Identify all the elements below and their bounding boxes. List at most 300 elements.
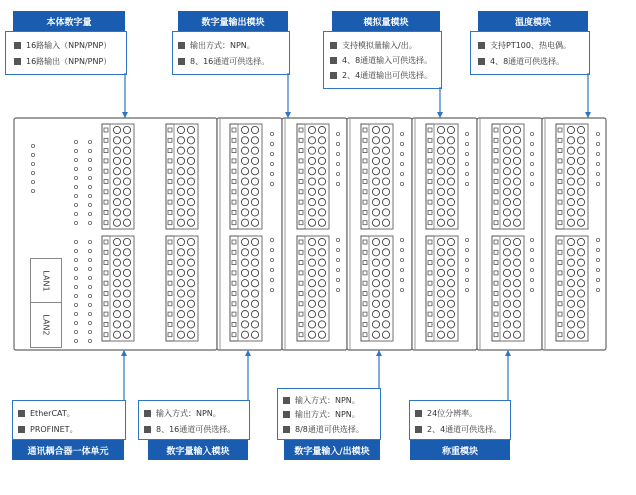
bullet-item: 8、16通道可供选择。 [178, 56, 269, 67]
terminal-screw [251, 209, 258, 216]
terminal-screw [447, 126, 454, 133]
terminal-screw [437, 178, 444, 185]
terminal-screw [123, 290, 130, 297]
terminal-screw [241, 311, 248, 318]
terminal-screw [241, 280, 248, 287]
terminal-slot [168, 138, 172, 142]
terminal-screw [372, 219, 379, 226]
terminal-screw [113, 147, 120, 154]
terminal-screw [372, 188, 379, 195]
status-led [530, 268, 533, 271]
bullet-item: 输入方式：NPN。 [283, 395, 360, 406]
status-led [74, 294, 77, 297]
status-led [74, 321, 77, 324]
terminal-screw [437, 311, 444, 318]
terminal-screw [577, 209, 584, 216]
terminal-screw [372, 199, 379, 206]
terminal-slot [232, 322, 236, 326]
terminal-screw [577, 300, 584, 307]
bullet-item: 支持模拟量输入/出。 [330, 40, 417, 51]
terminal-screw [503, 290, 510, 297]
terminal-slot [494, 302, 498, 306]
terminal-screw [447, 290, 454, 297]
status-led [88, 258, 91, 261]
terminal-screw [382, 321, 389, 328]
status-led [596, 152, 599, 155]
terminal-slot [299, 138, 303, 142]
terminal-screw [372, 331, 379, 338]
terminal-slot [232, 159, 236, 163]
status-led [88, 212, 91, 215]
terminal-screw [318, 321, 325, 328]
terminal-screw [437, 126, 444, 133]
terminal-screw [123, 321, 130, 328]
terminal-screw [123, 147, 130, 154]
status-led [270, 152, 273, 155]
terminal-screw [318, 199, 325, 206]
terminal-slot [299, 333, 303, 337]
terminal-screw [241, 137, 248, 144]
terminal-screw [123, 238, 130, 245]
status-led [88, 140, 91, 143]
status-led [74, 303, 77, 306]
terminal-slot [104, 271, 108, 275]
terminal-screw [318, 311, 325, 318]
terminal-slot [558, 180, 562, 184]
terminal-slot [232, 312, 236, 316]
terminal-slot [168, 149, 172, 153]
terminal-screw [308, 238, 315, 245]
terminal-screw [241, 178, 248, 185]
terminal-slot [494, 159, 498, 163]
terminal-screw [372, 157, 379, 164]
callout-title: 数字量输入模块 [148, 440, 248, 460]
status-led [31, 180, 34, 183]
terminal-screw [123, 331, 130, 338]
bullet-icon [18, 410, 25, 417]
status-led [74, 240, 77, 243]
terminal-screw [177, 259, 184, 266]
status-led [88, 194, 91, 197]
terminal-slot [428, 128, 432, 132]
terminal-slot [299, 261, 303, 265]
terminal-screw [503, 321, 510, 328]
status-led [596, 132, 599, 135]
terminal-screw [503, 157, 510, 164]
terminal-screw [447, 280, 454, 287]
terminal-slot [232, 261, 236, 265]
terminal-screw [187, 209, 194, 216]
terminal-screw [382, 209, 389, 216]
terminal-screw [382, 290, 389, 297]
terminal-slot [299, 128, 303, 132]
terminal-slot [168, 250, 172, 254]
status-led [336, 182, 339, 185]
terminal-screw [372, 238, 379, 245]
status-led [530, 152, 533, 155]
terminal-slot [558, 261, 562, 265]
terminal-screw [177, 331, 184, 338]
terminal-screw [318, 188, 325, 195]
status-led [31, 162, 34, 165]
terminal-slot [428, 240, 432, 244]
terminal-screw [513, 290, 520, 297]
callout-title: 称重模块 [410, 440, 510, 460]
terminal-screw [567, 199, 574, 206]
terminal-screw [382, 147, 389, 154]
terminal-screw [241, 126, 248, 133]
status-led [336, 172, 339, 175]
status-led [530, 288, 533, 291]
bullet-icon [283, 411, 290, 418]
terminal-screw [567, 238, 574, 245]
terminal-screw [577, 188, 584, 195]
terminal-screw [318, 178, 325, 185]
status-led [596, 258, 599, 261]
terminal-screw [177, 280, 184, 287]
terminal-screw [318, 126, 325, 133]
arrow-head [122, 112, 128, 118]
terminal-slot [428, 200, 432, 204]
terminal-screw [241, 238, 248, 245]
terminal-slot [104, 200, 108, 204]
terminal-slot [363, 281, 367, 285]
terminal-slot [558, 250, 562, 254]
terminal-screw [241, 157, 248, 164]
terminal-slot [363, 180, 367, 184]
terminal-slot [104, 302, 108, 306]
status-led [465, 238, 468, 241]
terminal-screw [177, 157, 184, 164]
terminal-slot [168, 200, 172, 204]
terminal-slot [428, 169, 432, 173]
terminal-screw [308, 199, 315, 206]
terminal-screw [187, 290, 194, 297]
arrow-head [285, 112, 291, 118]
terminal-screw [251, 238, 258, 245]
bullet-item: 8/8通道可供选择。 [283, 424, 364, 435]
terminal-screw [437, 259, 444, 266]
terminal-screw [123, 249, 130, 256]
terminal-screw [503, 280, 510, 287]
terminal-slot [104, 180, 108, 184]
terminal-screw [113, 157, 120, 164]
terminal-screw [123, 311, 130, 318]
terminal-screw [447, 209, 454, 216]
terminal-screw [177, 209, 184, 216]
terminal-screw [567, 249, 574, 256]
status-led [400, 132, 403, 135]
terminal-screw [187, 321, 194, 328]
terminal-slot [558, 128, 562, 132]
terminal-screw [503, 178, 510, 185]
terminal-slot [494, 271, 498, 275]
lan1-port: LAN1 [30, 258, 62, 304]
terminal-screw [308, 331, 315, 338]
terminal-screw [113, 238, 120, 245]
terminal-screw [241, 300, 248, 307]
terminal-slot [363, 210, 367, 214]
terminal-screw [513, 126, 520, 133]
terminal-screw [308, 157, 315, 164]
terminal-screw [382, 300, 389, 307]
terminal-screw [251, 259, 258, 266]
terminal-slot [558, 292, 562, 296]
bullet-icon [415, 410, 422, 417]
terminal-slot [363, 128, 367, 132]
terminal-screw [187, 219, 194, 226]
terminal-slot [104, 261, 108, 265]
terminal-screw [177, 199, 184, 206]
terminal-slot [558, 322, 562, 326]
terminal-screw [503, 249, 510, 256]
status-led [596, 288, 599, 291]
terminal-slot [428, 190, 432, 194]
status-led [400, 278, 403, 281]
terminal-screw [447, 331, 454, 338]
status-led [31, 144, 34, 147]
terminal-screw [251, 269, 258, 276]
terminal-screw [372, 321, 379, 328]
terminal-screw [567, 321, 574, 328]
status-led [74, 203, 77, 206]
terminal-screw [437, 331, 444, 338]
status-led [74, 149, 77, 152]
terminal-screw [187, 311, 194, 318]
terminal-screw [372, 269, 379, 276]
terminal-screw [113, 280, 120, 287]
terminal-slot [104, 281, 108, 285]
terminal-slot [232, 333, 236, 337]
terminal-screw [567, 311, 574, 318]
terminal-screw [437, 209, 444, 216]
terminal-screw [577, 238, 584, 245]
terminal-screw [177, 321, 184, 328]
terminal-slot [168, 128, 172, 132]
bullet-icon [18, 426, 25, 433]
terminal-screw [567, 137, 574, 144]
terminal-screw [318, 238, 325, 245]
terminal-screw [447, 311, 454, 318]
terminal-screw [513, 321, 520, 328]
status-led [88, 294, 91, 297]
terminal-slot [428, 333, 432, 337]
terminal-slot [104, 159, 108, 163]
terminal-screw [577, 126, 584, 133]
bullet-item: PROFINET。 [18, 424, 78, 435]
terminal-screw [513, 300, 520, 307]
terminal-slot [428, 271, 432, 275]
terminal-screw [372, 209, 379, 216]
terminal-screw [123, 209, 130, 216]
terminal-slot [168, 159, 172, 163]
terminal-screw [123, 199, 130, 206]
terminal-slot [494, 210, 498, 214]
terminal-slot [494, 333, 498, 337]
terminal-slot [232, 200, 236, 204]
status-led [88, 249, 91, 252]
terminal-slot [104, 210, 108, 214]
status-led [400, 288, 403, 291]
status-led [465, 288, 468, 291]
terminal-screw [577, 249, 584, 256]
terminal-slot [363, 271, 367, 275]
terminal-screw [241, 249, 248, 256]
terminal-screw [503, 259, 510, 266]
terminal-screw [567, 147, 574, 154]
terminal-slot [104, 149, 108, 153]
bullet-item: 输出方式：NPN。 [283, 409, 360, 420]
status-led [74, 167, 77, 170]
terminal-screw [187, 137, 194, 144]
terminal-screw [437, 321, 444, 328]
terminal-screw [372, 126, 379, 133]
status-led [465, 268, 468, 271]
status-led [88, 321, 91, 324]
terminal-slot [494, 312, 498, 316]
terminal-screw [123, 126, 130, 133]
terminal-screw [251, 178, 258, 185]
status-led [400, 248, 403, 251]
callout-title: 数字量输入/出模块 [284, 440, 380, 460]
terminal-screw [308, 126, 315, 133]
terminal-screw [113, 219, 120, 226]
status-led [88, 167, 91, 170]
terminal-screw [177, 249, 184, 256]
terminal-screw [513, 199, 520, 206]
terminal-slot [168, 180, 172, 184]
terminal-screw [251, 168, 258, 175]
terminal-screw [308, 321, 315, 328]
terminal-screw [251, 311, 258, 318]
bullet-item: 输出方式：NPN。 [178, 40, 255, 51]
terminal-slot [168, 240, 172, 244]
terminal-slot [428, 159, 432, 163]
status-led [336, 162, 339, 165]
terminal-slot [168, 169, 172, 173]
status-led [596, 238, 599, 241]
terminal-slot [232, 271, 236, 275]
terminal-screw [308, 259, 315, 266]
bullet-item: 2、4通道可供选择。 [415, 424, 501, 435]
terminal-screw [503, 311, 510, 318]
terminal-screw [308, 188, 315, 195]
terminal-screw [187, 269, 194, 276]
status-led [88, 158, 91, 161]
terminal-slot [168, 302, 172, 306]
status-led [530, 142, 533, 145]
terminal-screw [113, 290, 120, 297]
terminal-slot [428, 221, 432, 225]
terminal-screw [251, 331, 258, 338]
bullet-icon [144, 426, 151, 433]
terminal-screw [382, 126, 389, 133]
status-led [74, 285, 77, 288]
terminal-slot [232, 221, 236, 225]
terminal-screw [503, 168, 510, 175]
terminal-screw [513, 331, 520, 338]
terminal-screw [318, 209, 325, 216]
terminal-screw [187, 300, 194, 307]
terminal-screw [567, 331, 574, 338]
terminal-screw [513, 219, 520, 226]
status-led [74, 212, 77, 215]
status-led [596, 278, 599, 281]
status-led [88, 221, 91, 224]
status-led [400, 258, 403, 261]
terminal-screw [113, 178, 120, 185]
terminal-screw [513, 168, 520, 175]
terminal-slot [104, 292, 108, 296]
status-led [88, 149, 91, 152]
bullet-item: 4、8通道可供选择。 [478, 56, 564, 67]
terminal-screw [567, 157, 574, 164]
terminal-screw [503, 137, 510, 144]
status-led [88, 312, 91, 315]
terminal-screw [513, 269, 520, 276]
terminal-screw [241, 219, 248, 226]
terminal-screw [177, 290, 184, 297]
terminal-screw [577, 259, 584, 266]
terminal-screw [447, 147, 454, 154]
status-led [74, 249, 77, 252]
terminal-slot [494, 240, 498, 244]
terminal-screw [187, 331, 194, 338]
terminal-slot [494, 292, 498, 296]
terminal-screw [382, 188, 389, 195]
terminal-slot [168, 271, 172, 275]
terminal-screw [113, 168, 120, 175]
status-led [88, 285, 91, 288]
status-led [465, 172, 468, 175]
terminal-slot [428, 210, 432, 214]
terminal-screw [437, 219, 444, 226]
terminal-screw [382, 178, 389, 185]
terminal-slot [299, 312, 303, 316]
terminal-slot [363, 200, 367, 204]
terminal-slot [104, 250, 108, 254]
terminal-slot [428, 261, 432, 265]
terminal-slot [428, 312, 432, 316]
terminal-slot [299, 169, 303, 173]
callout-title: 模拟量模块 [332, 11, 440, 31]
terminal-screw [447, 238, 454, 245]
terminal-slot [494, 261, 498, 265]
terminal-screw [187, 188, 194, 195]
terminal-slot [363, 149, 367, 153]
terminal-screw [177, 311, 184, 318]
terminal-slot [494, 200, 498, 204]
terminal-screw [241, 290, 248, 297]
terminal-screw [447, 300, 454, 307]
terminal-screw [113, 188, 120, 195]
terminal-screw [251, 300, 258, 307]
terminal-screw [513, 157, 520, 164]
terminal-screw [241, 188, 248, 195]
terminal-screw [372, 147, 379, 154]
status-led [336, 278, 339, 281]
terminal-screw [308, 300, 315, 307]
terminal-slot [428, 250, 432, 254]
terminal-slot [299, 200, 303, 204]
terminal-slot [558, 169, 562, 173]
terminal-slot [104, 240, 108, 244]
terminal-screw [382, 168, 389, 175]
arrow-head [585, 112, 591, 118]
terminal-screw [503, 188, 510, 195]
terminal-slot [232, 169, 236, 173]
terminal-screw [113, 209, 120, 216]
